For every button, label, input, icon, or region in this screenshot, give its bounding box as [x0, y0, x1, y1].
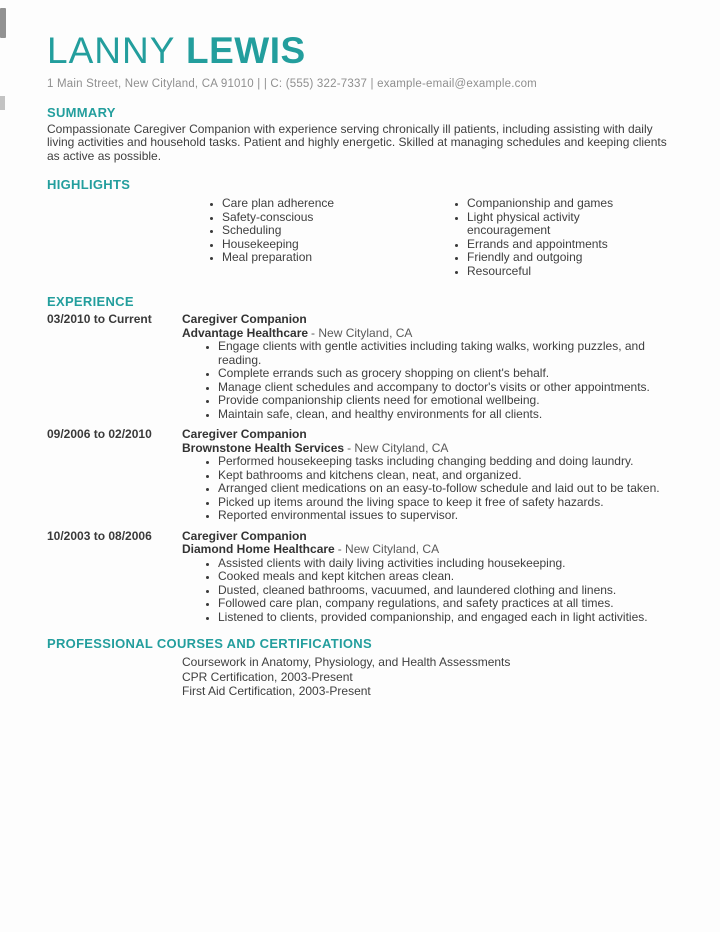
job-bullet: • Picked up items around the living space to keep it free of safety hazards. — [218, 496, 682, 510]
job-dates: 09/2006 to 02/2010 — [47, 427, 152, 442]
job-bullet-list — [182, 455, 682, 523]
job-company-line — [182, 543, 682, 557]
highlight-item: • Meal preparation — [222, 251, 445, 265]
summary-text: Compassionate Caregiver Companion with experience serving chronically ill patients, including assisting with daily living activities and household tasks. Patient and highly energetic. Skilled at managing schedules and keeping clients as active as possible. — [47, 121, 667, 163]
job-body — [182, 428, 682, 523]
candidate-name — [47, 32, 680, 71]
job-dates: 03/2010 to Current — [47, 312, 152, 327]
job-entry — [47, 530, 680, 625]
resume-header — [47, 32, 680, 90]
job-body — [182, 313, 682, 421]
job-title: Caregiver Companion — [182, 312, 307, 327]
job-company-line — [182, 442, 682, 456]
first-name: LANNY — [47, 30, 175, 71]
company-name: Advantage Healthcare — [182, 325, 309, 340]
highlight-item: • Scheduling — [222, 224, 445, 238]
job-bullet: • Listened to clients, provided companionship, and engaged each in light activities. — [218, 611, 682, 625]
job-bullet: • Manage client schedules and accompany to doctor's visits or other appointments. — [218, 381, 682, 395]
certification-item: CPR Certification, 2003-Present — [182, 669, 353, 684]
company-name: Brownstone Health Services — [182, 440, 345, 455]
highlight-item: • Friendly and outgoing — [467, 251, 650, 265]
certification-item: Coursework in Anatomy, Physiology, and Health Assessments — [182, 655, 511, 670]
highlight-item: • Resourceful — [467, 265, 650, 279]
certifications-heading: PROFESSIONAL COURSES AND CERTIFICATIONS — [47, 636, 372, 652]
job-bullet: • Kept bathrooms and kitchens clean, neat, and organized. — [218, 469, 682, 483]
job-body — [182, 530, 682, 625]
last-name: LEWIS — [186, 30, 306, 71]
section-certifications — [47, 636, 680, 699]
summary-heading: SUMMARY — [47, 104, 116, 120]
job-bullet: • Cooked meals and kept kitchen areas clean. — [218, 570, 682, 584]
highlight-item: • Light physical activity encouragement — [467, 211, 650, 238]
experience-heading: EXPERIENCE — [47, 294, 134, 310]
job-bullet: • Engage clients with gentle activities including taking walks, working puzzles, and reading. — [218, 340, 682, 367]
highlight-item: • Care plan adherence — [222, 197, 445, 211]
job-bullet: • Followed care plan, company regulations, and safety practices at all times. — [218, 597, 682, 611]
section-experience — [47, 294, 680, 624]
job-bullet: • Maintain safe, clean, and healthy environments for all clients. — [218, 408, 682, 422]
section-summary — [47, 105, 680, 164]
job-dates: 10/2003 to 08/2006 — [47, 528, 152, 543]
company-location: - New Cityland, CA — [337, 542, 440, 557]
job-title: Caregiver Companion — [182, 528, 307, 543]
certification-item: First Aid Certification, 2003-Present — [182, 684, 371, 699]
job-bullet: • Assisted clients with daily living activities including housekeeping. — [218, 557, 682, 571]
company-location: - New Cityland, CA — [347, 440, 449, 455]
job-bullet: • Provide companionship clients need for emotional wellbeing. — [218, 394, 682, 408]
certification-lines — [182, 655, 680, 699]
highlights-column-right — [445, 197, 650, 278]
highlights-column-left — [200, 197, 445, 278]
scan-artifact — [0, 8, 6, 38]
job-title: Caregiver Companion — [182, 427, 307, 442]
job-bullet: • Reported environmental issues to supervisor. — [218, 509, 682, 523]
section-highlights — [47, 177, 680, 278]
company-name: Diamond Home Healthcare — [182, 542, 335, 557]
job-entry — [47, 428, 680, 523]
job-bullet-list — [182, 340, 682, 421]
job-entry — [47, 313, 680, 421]
highlight-item: • Companionship and games — [467, 197, 650, 211]
job-bullet: • Performed housekeeping tasks including changing bedding and doing laundry. — [218, 455, 682, 469]
contact-line: 1 Main Street, New Cityland, CA 91010 | | C: (555) 322-7337 | example-email@example.com — [47, 77, 537, 90]
job-bullet: • Complete errands such as grocery shopping on client's behalf. — [218, 367, 682, 381]
scan-artifact — [0, 96, 5, 110]
job-company-line — [182, 327, 682, 341]
highlights-columns — [200, 197, 680, 278]
job-bullet: • Arranged client medications on an easy-to-follow schedule and laid out to be taken. — [218, 482, 682, 496]
job-bullet: • Dusted, cleaned bathrooms, vacuumed, and laundered clothing and linens. — [218, 584, 682, 598]
job-bullet-list — [182, 557, 682, 625]
highlight-item: • Safety-conscious — [222, 211, 445, 225]
company-location: - New Cityland, CA — [311, 325, 413, 340]
highlights-heading: HIGHLIGHTS — [47, 177, 131, 193]
highlight-item: • Errands and appointments — [467, 238, 650, 252]
highlight-item: • Housekeeping — [222, 238, 445, 252]
